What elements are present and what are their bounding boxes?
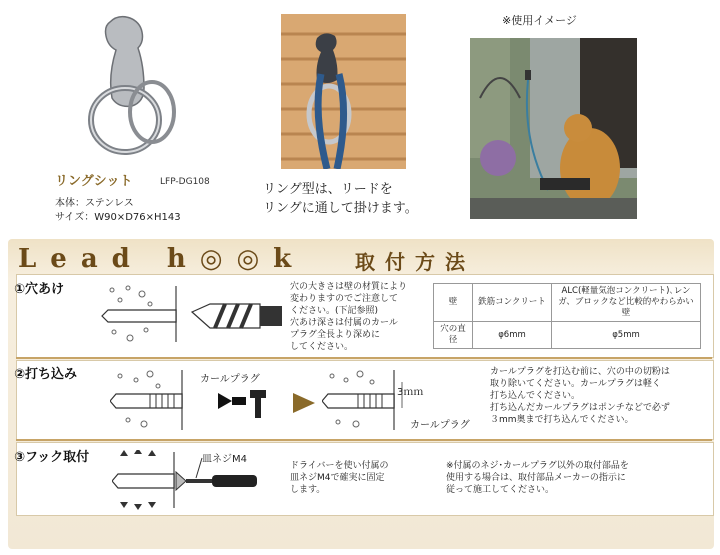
step2-note-line: 取り除いてください。カールプラグは軽く [490, 379, 661, 389]
step1-note-line: 変わりますのでご注意して [290, 294, 399, 304]
table-header-concrete: 鉄筋コンクリート [473, 284, 552, 322]
step-arrow [293, 393, 315, 417]
step1-note-line: してください。 [290, 342, 354, 352]
ring-caption [263, 180, 418, 218]
wall-hook-photo [281, 14, 406, 169]
usage-label: ※使用イメージ [502, 14, 577, 27]
step3-note2-line: ※付属のネジ･カールプラグ以外の取付部品を [446, 461, 629, 471]
table-cell-soft-wall: φ5mm [552, 322, 701, 349]
screw-fix-diagram [112, 450, 277, 514]
table-row-label: 穴の直径 [434, 322, 473, 349]
step3-heading: ③フック取付 [14, 450, 90, 465]
divider [16, 357, 712, 359]
step1-note-line: プラグ全長より深めに [290, 330, 381, 340]
step2-heading: ②打ち込み [14, 367, 78, 382]
step2-note [490, 366, 670, 426]
table-cell-concrete: φ6mm [473, 322, 552, 349]
step3-note-line: ドライバーを使い付属の [290, 461, 389, 471]
step1-note-line: 穴あけ深さは付属のカール [290, 318, 398, 328]
step3-note2-line: 使用する場合は、取付部品メーカーの指示に [446, 473, 626, 483]
divider [16, 439, 712, 441]
step1-note-line: ください。(下記参照) [290, 306, 379, 316]
ring-caption-line1: リング型は、リードを [263, 182, 393, 197]
step1-heading: ①穴あけ [14, 282, 65, 297]
step3-note2 [446, 460, 629, 496]
hole-size-table [433, 283, 701, 349]
product-name: リングシット [55, 174, 133, 189]
brand-title: Lead h◎◎k [18, 244, 306, 274]
step2-note-line: 打ち込んだカールプラグはポンチなどで必ず [490, 403, 670, 413]
curl-plug-label: カールプラグ [200, 374, 260, 385]
usage-photo [470, 38, 637, 219]
step1-note-line: 穴の大きさは壁の材質により [290, 282, 408, 292]
drill-diagram [100, 282, 285, 351]
spec-size: サイズ：W90×D76×H143 [55, 212, 181, 223]
step3-note-line: します。 [290, 485, 326, 495]
plug-inserted-diagram [322, 368, 412, 437]
step2-note-line: 打ち込んでください。 [490, 391, 581, 401]
install-title: 取付方法 [355, 250, 475, 274]
screw-label: 皿ネジM4 [202, 454, 247, 465]
depth-label: 3ｍｍ [397, 387, 424, 398]
step3-note2-line: 従って施工してください。 [446, 485, 555, 495]
product-code: LFP-DG108 [160, 177, 210, 187]
step3-note [290, 460, 389, 496]
step2-note-line: ３mm奥まで打ち込んでください。 [490, 415, 634, 425]
curl-plug-label-2: カールプラグ [410, 420, 470, 431]
step2-note-line: カールプラグを打込む前に、穴の中の切粉は [490, 367, 670, 377]
product-photo [80, 12, 185, 167]
ring-caption-line2: リングに通して掛けます。 [263, 201, 418, 216]
step3-note-line: 皿ネジM4で確実に固定 [290, 473, 385, 483]
table-header-soft-wall: ALC(軽量気泡コンクリート)､レンガ、ブロックなど比較的やわらかい壁 [552, 284, 701, 322]
spec-material: 本体：ステンレス [55, 198, 134, 209]
step1-note [290, 281, 407, 353]
table-header-wall: 壁 [434, 284, 473, 322]
